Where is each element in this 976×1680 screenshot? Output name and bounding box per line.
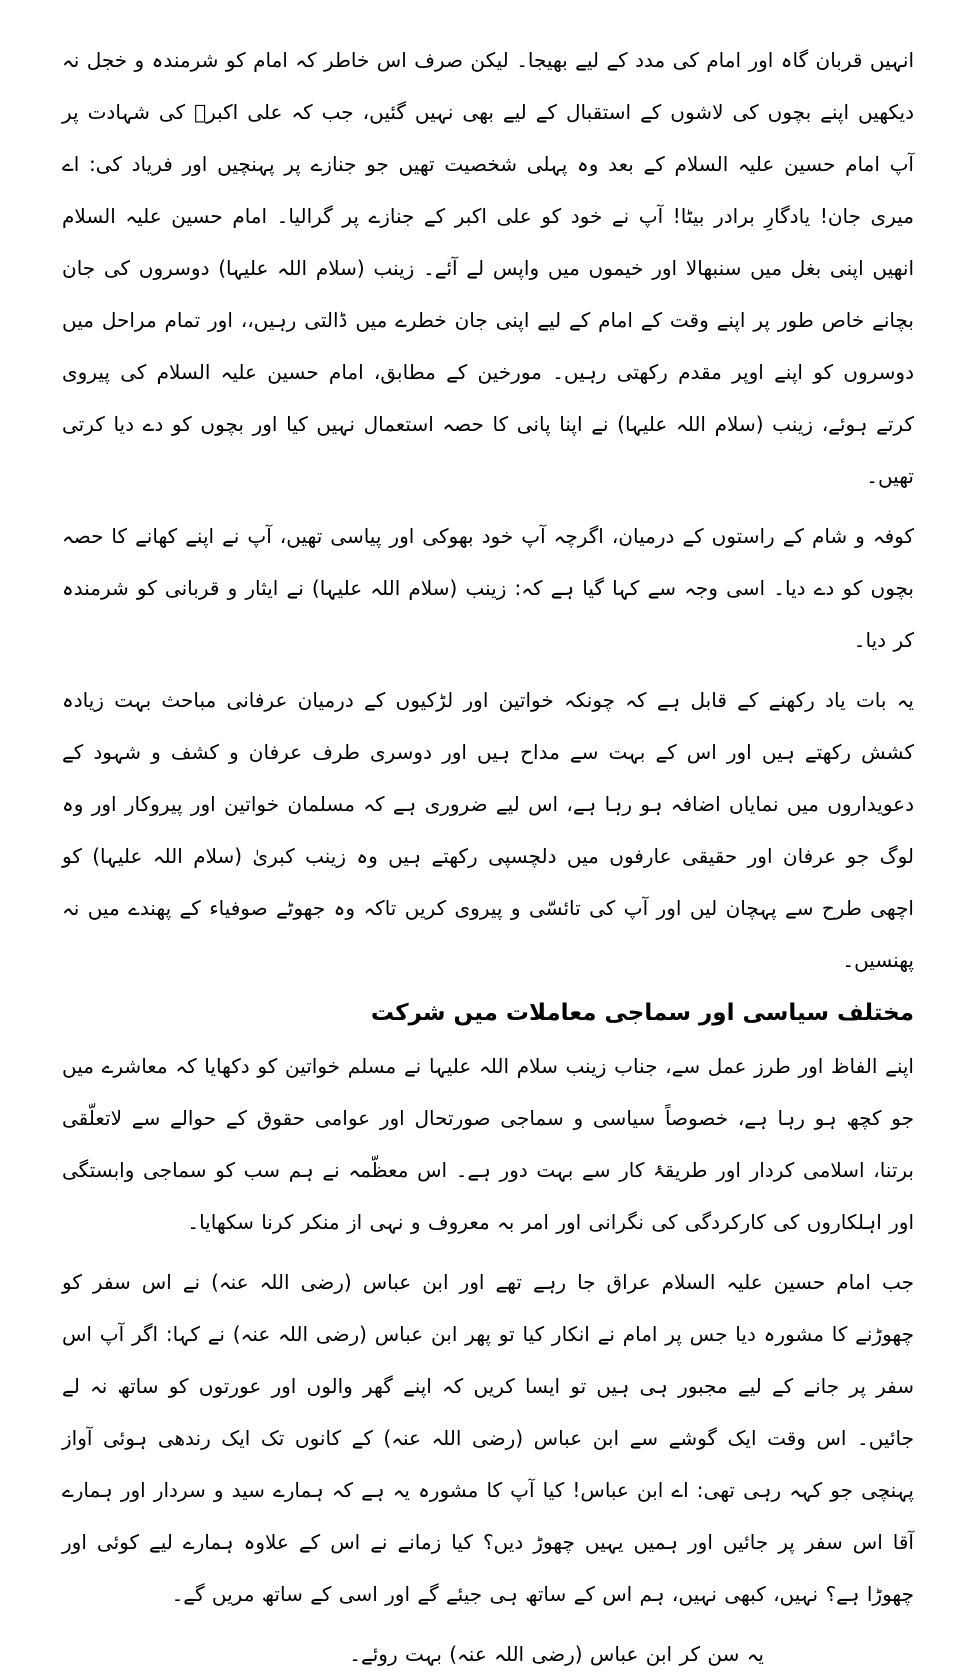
paragraph-kufa-sham-roads: کوفہ و شام کے راستوں کے درمیان، اگرچہ آپ خود بھوکی اور پیاسی تھیں، آپ نے اپنے کھانے کا حصہ بچوں کو دے دیا۔ اسی وجہ سے کہا گیا ہے کہ: زینب (سلام اللہ علیہا) نے ایثار و قربانی کو شرمندہ کر دیا۔ <box>62 524 914 652</box>
paragraph-ibn-abbas-advice: جب امام حسین علیہ السلام عراق جا رہے تھے اور ابن عباس (رضی اللہ عنہ) نے اس سفر کو چھوڑنے کا مشورہ دیا جس پر امام نے انکار کیا تو پھر ابن عباس (رضی اللہ عنہ) نے کہا: اگر آپ اس سفر پر جانے کے لیے مجبور ہی ہیں تو ایسا کریں کہ اپنے گھر والوں اور عورتوں کو ساتھ نہ لے جائیں۔ اس وقت ایک گوشے سے ابن عباس (رضی اللہ عنہ) کے کانوں تک ایک رندھی ہوئی آواز پہنچی جو کہہ رہی تھی: اے ابن عباس! کیا آپ کا مشورہ یہ ہے کہ ہمارے سید و سردار اور ہمارے آقا اس سفر پر جائیں اور ہمیں یہیں چھوڑ دیں؟ کیا زمانے نے اس کے علاوہ ہمارے لیے کوئی اور چھوڑا ہے؟ نہیں، کبھی نہیں، ہم اس کے ساتھ ہی جیئے گے اور اسی کے ساتھ مریں گے۔ <box>62 1270 914 1606</box>
paragraph-sacrifice-and-imam-support: انہیں قربان گاہ اور امام کی مدد کے لیے بھیجا۔ لیکن صرف اس خاطر کہ امام کو شرمندہ و خجل نہ دیکھیں اپنے بچوں کی لاشوں کے استقبال کے لیے بھی نہیں گئیں، جب کہ علی اکبرؑ کی شہادت پر آپ امام حسین علیہ السلام کے بعد وہ پہلی شخصیت تھیں جو جنازے پر پہنچیں اور فریاد کی: اے میری جان! یادگارِ برادر بیٹا! آپ نے خود کو علی اکبر کے جنازے پر گرالیا۔ امام حسین علیہ السلام انھیں اپنی بغل میں سنبھالا اور خیموں میں واپس لے آئے۔ زینب (سلام اللہ علیہا) دوسروں کی جان بچانے خاص طور پر اپنے وقت کے امام کے لیے اپنی جان خطرے میں ڈالتی رہیں،، اور تمام مراحل میں دوسروں کو اپنے اوپر مقدم رکھتی رہیں۔ مورخین کے مطابق، امام حسین علیہ السلام کی پیروی کرتے ہوئے، زینب (سلام اللہ علیہا) نے اپنا پانی کا حصہ استعمال نہیں کیا اور بچوں کو دے دیا کرتی تھیں۔ <box>62 48 914 488</box>
section-heading-political-social-participation: مختلف سیاسی اور سماجی معاملات میں شرکت <box>370 1000 914 1026</box>
paragraph-ibn-abbas-wept: یہ سن کر ابن عباس (رضی اللہ عنہ) بہت روئے۔ <box>349 1642 764 1666</box>
paragraph-mysticism-warning: یہ بات یاد رکھنے کے قابل ہے کہ چونکہ خواتین اور لڑکیوں کے درمیان عرفانی مباحث بہت زیادہ کشش رکھتے ہیں اور اس کے بہت سے مداح ہیں اور دوسری طرف عرفان و کشف و شہود کے دعویداروں میں نمایاں اضافہ ہو رہا ہے، اس لیے ضروری ہے کہ مسلمان خواتین اور پیروکار اور وہ لوگ جو عرفان اور حقیقی عارفوں میں دلچسپی رکھتے ہیں وہ زینب کبریٰ (سلام اللہ علیہا) کو اچھی طرح سے پہچان لیں اور آپ کی تائسّی و پیروی کریں تاکہ وہ جھوٹے صوفیاء کے پھندے میں نہ پھنسیں۔ <box>62 688 914 972</box>
paragraph-social-involvement: اپنے الفاظ اور طرز عمل سے، جناب زینب سلام اللہ علیہا نے مسلم خواتین کو دکھایا کہ معاشرے میں جو کچھ ہو رہا ہے، خصوصاً سیاسی و سماجی صورتحال اور عوامی حقوق کے حوالے سے لاتعلّقی برتنا، اسلامی کردار اور طریقۂ کار سے بہت دور ہے۔ اس معظّمہ نے ہم سب کو سماجی وابستگی اور اہلکاروں کی کارکردگی کی نگرانی اور امر بہ معروف و نہی از منکر کرنا سکھایا۔ <box>62 1054 914 1234</box>
